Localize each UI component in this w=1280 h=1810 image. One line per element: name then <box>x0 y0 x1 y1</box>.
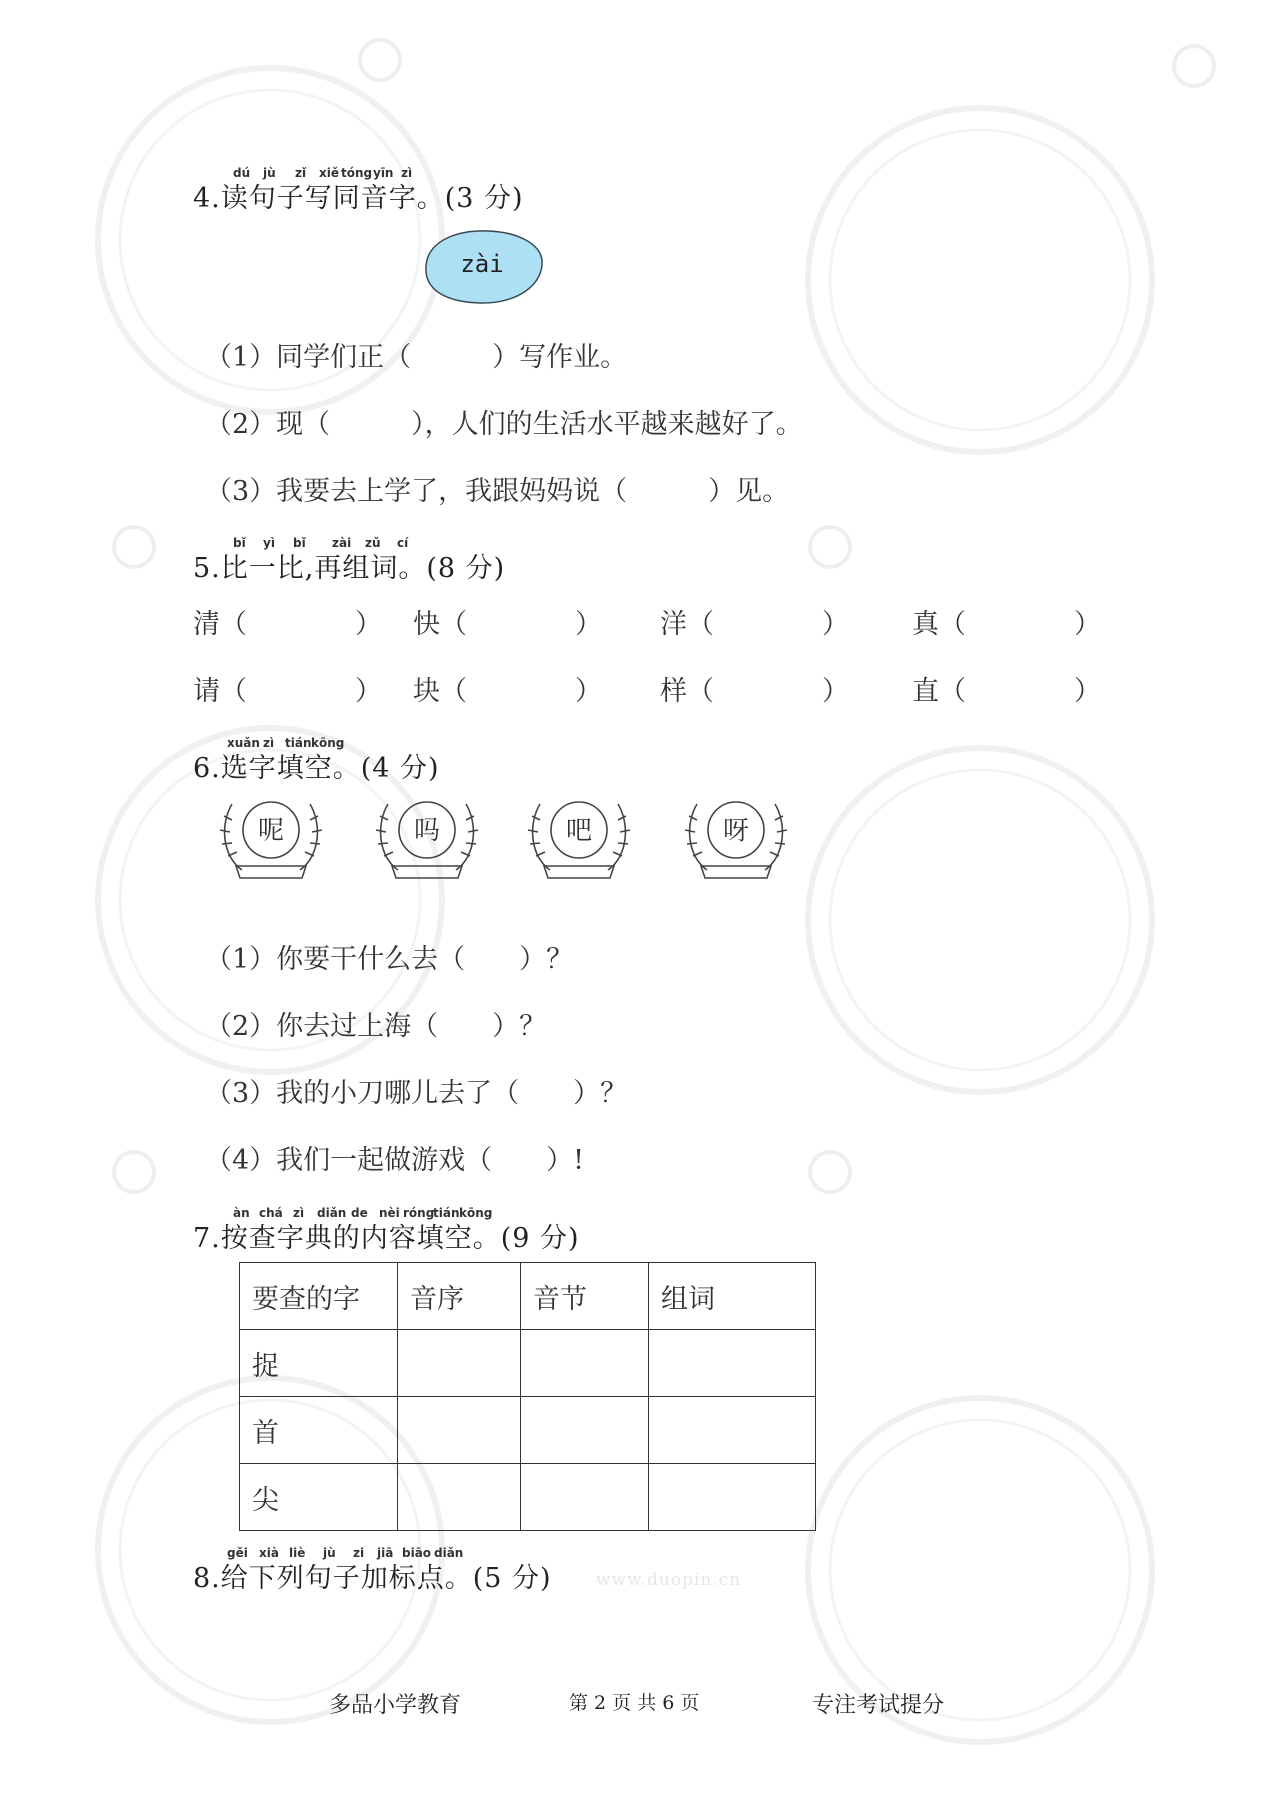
dictionary-table <box>239 1262 816 1531</box>
pinyin-syllable: bǐ <box>293 536 306 550</box>
pinyin-syllable: jù <box>263 166 276 180</box>
answer-cell[interactable] <box>398 1464 521 1531</box>
pinyin-syllable: biāo <box>402 1546 432 1560</box>
watermark-seal <box>800 740 1160 1100</box>
pinyin-syllable: yì <box>263 536 275 550</box>
watermark-seal <box>800 100 1160 460</box>
pinyin-syllable: tián <box>433 1206 460 1220</box>
table-row <box>240 1464 816 1531</box>
answer-cell[interactable] <box>398 1330 521 1397</box>
pinyin-syllable: jù <box>323 1546 336 1560</box>
bubble-pinyin: zài <box>460 250 504 278</box>
word-pair-cell: 样（ ） <box>660 676 849 707</box>
word-option: 吧 <box>565 816 592 846</box>
pinyin-syllable: zǔ <box>365 536 381 550</box>
watermark-dot <box>808 525 852 569</box>
pinyin-syllable: kōng <box>459 1206 493 1220</box>
pinyin-syllable: tián <box>285 736 312 750</box>
pinyin-syllable: zì <box>293 1206 305 1220</box>
pinyin-annotation <box>193 166 524 182</box>
pinyin-syllable: xuǎn <box>227 736 260 750</box>
footer-page-number: 第 2 页 共 6 页 <box>569 1692 700 1714</box>
question-title: 7.按查字典的内容填空。(9 分) <box>193 1223 580 1254</box>
pinyin-syllable: bǐ <box>233 536 246 550</box>
answer-cell[interactable] <box>521 1397 649 1464</box>
pinyin-syllable: kōng <box>311 736 345 750</box>
footer-slogan: 专注考试提分 <box>812 1693 945 1718</box>
word-pair-cell: 洋（ ） <box>660 609 849 640</box>
word-option: 呀 <box>722 816 749 846</box>
pinyin-syllable: zì <box>401 166 413 180</box>
pinyin-syllable: zì <box>263 736 275 750</box>
question-6-item: （1）你要干什么去（ ）？ <box>205 944 574 975</box>
word-option-wreath <box>368 790 486 886</box>
word-option-wreath <box>520 790 638 886</box>
pinyin-syllable: nèi <box>379 1206 400 1220</box>
watermark-dot <box>808 1150 852 1194</box>
pinyin-syllable: zi <box>353 1546 365 1560</box>
pinyin-syllable: zǐ <box>295 166 307 180</box>
pinyin-syllable: tóng <box>341 166 373 180</box>
pinyin-annotation <box>193 1546 552 1562</box>
footer-brand: 多品小学教育 <box>329 1693 462 1718</box>
watermark-dot <box>358 38 402 82</box>
pinyin-syllable: gěi <box>227 1546 248 1560</box>
pinyin-syllable: de <box>351 1206 368 1220</box>
word-option: 吗 <box>413 816 440 846</box>
word-pair-cell: 直（ ） <box>912 676 1101 707</box>
pinyin-syllable: yīn <box>373 166 394 180</box>
answer-cell[interactable] <box>649 1397 816 1464</box>
word-pair-cell: 清（ ） <box>193 609 382 640</box>
pinyin-annotation <box>193 1206 580 1222</box>
pinyin-syllable: xiě <box>319 166 339 180</box>
question-4-item: （2）现（ ），人们的生活水平越来越好了。 <box>205 409 803 440</box>
table-header-cell: 音节 <box>521 1263 649 1330</box>
pinyin-syllable: liè <box>289 1546 306 1560</box>
pinyin-annotation <box>193 536 505 552</box>
pinyin-syllable: àn <box>233 1206 250 1220</box>
word-option-wreath <box>677 790 795 886</box>
question-6-item: （4）我们一起做游戏（ ）! <box>205 1145 585 1176</box>
pinyin-syllable: diǎn <box>317 1206 347 1220</box>
pinyin-syllable: chá <box>259 1206 283 1220</box>
pinyin-syllable: cí <box>397 536 409 550</box>
pinyin-syllable: zài <box>332 536 352 550</box>
word-option: 呢 <box>257 816 284 846</box>
pinyin-syllable: dú <box>233 166 251 180</box>
answer-cell[interactable] <box>649 1464 816 1531</box>
question-6-item: （3）我的小刀哪儿去了（ ）？ <box>205 1078 628 1109</box>
question-6-item: （2）你去过上海（ ）？ <box>205 1011 547 1042</box>
word-pair-cell: 真（ ） <box>912 609 1101 640</box>
pinyin-annotation <box>193 736 440 752</box>
pinyin-syllable: jiā <box>377 1546 394 1560</box>
word-pair-cell: 块（ ） <box>413 676 602 707</box>
pinyin-syllable: xià <box>259 1546 279 1560</box>
question-4-item: （1）同学们正（ ）写作业。 <box>205 342 628 373</box>
lookup-character: 尖 <box>240 1464 398 1531</box>
word-option-wreath <box>212 790 330 886</box>
question-6-heading <box>193 736 440 786</box>
table-row <box>240 1330 816 1397</box>
watermark-dot <box>1172 44 1216 88</box>
table-header-cell: 组词 <box>649 1263 816 1330</box>
word-pair-cell: 请（ ） <box>193 676 382 707</box>
pinyin-bubble <box>418 226 546 308</box>
lookup-character: 首 <box>240 1397 398 1464</box>
table-header-cell: 音序 <box>398 1263 521 1330</box>
watermark-dot <box>112 525 156 569</box>
answer-cell[interactable] <box>521 1330 649 1397</box>
watermark-site: www.duopin.cn <box>596 1570 742 1590</box>
pinyin-syllable: róng <box>403 1206 435 1220</box>
pinyin-syllable: diǎn <box>434 1546 464 1560</box>
question-title: 5.比一比,再组词。(8 分) <box>193 553 506 584</box>
answer-cell[interactable] <box>521 1464 649 1531</box>
question-5-heading <box>193 536 505 586</box>
table-header-row <box>240 1263 816 1330</box>
answer-cell[interactable] <box>649 1330 816 1397</box>
question-7-heading <box>193 1206 580 1256</box>
watermark-dot <box>112 1150 156 1194</box>
word-pair-cell: 快（ ） <box>413 609 602 640</box>
question-title: 6.选字填空。(4 分) <box>193 753 440 784</box>
lookup-character: 捉 <box>240 1330 398 1397</box>
question-8-heading <box>193 1546 552 1596</box>
question-title: 4.读句子写同音字。(3 分) <box>193 183 524 214</box>
question-4-heading <box>193 166 524 216</box>
question-4-item: （3）我要去上学了，我跟妈妈说（ ）见。 <box>205 476 790 507</box>
table-header-cell: 要查的字 <box>240 1263 398 1330</box>
question-title: 8.给下列句子加标点。(5 分) <box>193 1563 552 1594</box>
answer-cell[interactable] <box>398 1397 521 1464</box>
table-row <box>240 1397 816 1464</box>
